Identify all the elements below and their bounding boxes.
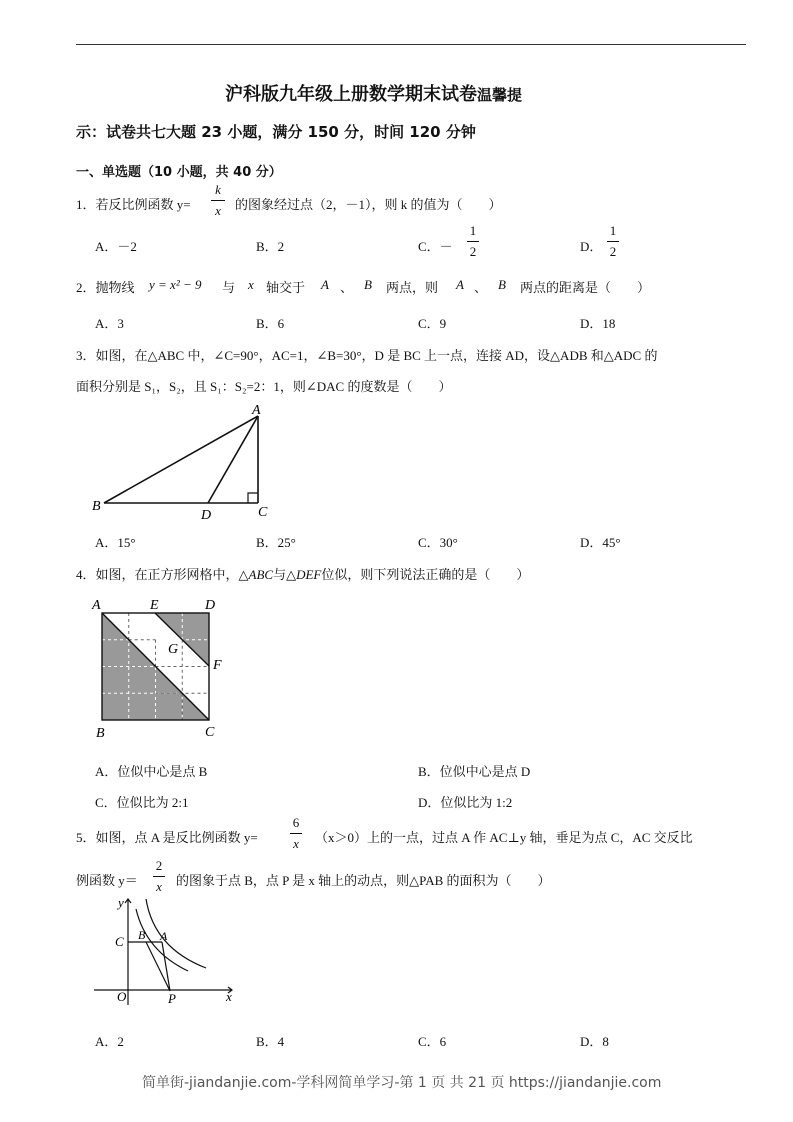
q1-option-d-fraction — [607, 223, 619, 260]
q3-stem-line1: 3．如图，在△ABC 中，∠C=90°，AC=1，∠B=30°，D 是 BC 上一点，连接 AD，设△ADB 和△ADC 的 — [76, 348, 658, 363]
q2-option-d[interactable]: D．18 — [580, 316, 616, 331]
q3-stem-line2: 面积分别是 S₁，S₂，且 S₁：S₂=2：1，则∠DAC 的度数是（ ） — [76, 379, 452, 394]
q4-stem — [76, 564, 529, 583]
q2-var-a: A — [321, 277, 329, 292]
q1-option-b[interactable]: B．2 — [256, 239, 285, 254]
q4-option-a[interactable]: A．位似中心是点 B — [95, 764, 208, 779]
q1-option-c[interactable] — [418, 236, 453, 255]
q5-option-d[interactable]: D．8 — [580, 1034, 609, 1049]
q4-label-b: B — [96, 726, 105, 741]
q2-var-a2: A — [456, 277, 464, 292]
q4-label-e: E — [150, 598, 159, 613]
q1-stem-start: 1．若反比例函数 y= — [76, 197, 191, 212]
q4-label-g: G — [168, 642, 179, 657]
q4-triangle-def: △DEF — [286, 567, 322, 582]
q4-label-f: F — [213, 658, 222, 673]
q3-option-c[interactable]: C．30° — [418, 535, 458, 550]
q5-option-b[interactable]: B．4 — [256, 1034, 285, 1049]
q4-grid-figure — [88, 593, 238, 743]
q2-formula: y = x² − 9 — [149, 277, 202, 292]
q3-label-a: A — [252, 403, 261, 418]
q1-option-c-fraction — [467, 223, 479, 260]
q1-option-c-num: 1 — [469, 223, 477, 238]
q1-option-d-prefix: D． — [580, 239, 603, 254]
q1-option-a[interactable]: A．－2 — [95, 239, 137, 254]
q5-stem-end: 的图象于点 B，点 P 是 x 轴上的动点，则△PAB 的面积为（ ） — [176, 873, 551, 888]
section-heading: 一、单选题（10 小题，共 40 分） — [76, 165, 282, 180]
title-main: 沪科版九年级上册数学期末试卷 — [225, 84, 477, 105]
q5-frac2-num: 2 — [155, 858, 163, 873]
q1-frac-den: x — [215, 203, 221, 218]
page-title — [225, 80, 522, 106]
q3-triangle-figure — [88, 398, 278, 523]
q2-option-a[interactable]: A．3 — [95, 316, 124, 331]
q5-frac1-den: x — [293, 836, 299, 851]
q5-label-x: x — [226, 989, 232, 1004]
q4-text-a: 4．如图，在正方形网格中， — [76, 567, 239, 582]
q2-stem-start: 2．抛物线 — [76, 280, 135, 295]
q5-label-c: C — [115, 934, 124, 949]
q1-frac-num: k — [215, 182, 221, 197]
q5-fraction-1 — [290, 815, 302, 852]
q5-label-p: P — [168, 991, 176, 1006]
q4-option-b[interactable]: B．位似中心是点 D — [418, 764, 531, 779]
q5-frac1-num: 6 — [292, 815, 300, 830]
q5-label-o: O — [117, 989, 127, 1004]
q2-sep2: 、 — [474, 280, 488, 295]
q5-stem-start: 5．如图，点 A 是反比例函数 y= — [76, 830, 258, 845]
q2-var-x: x — [248, 277, 254, 292]
page-footer-watermark: 简单街-jiandanjie.com-学科网简单学习-第 1 页 共 21 页 https://jiandanjie.com — [142, 1075, 662, 1091]
q4-label-d: D — [205, 598, 216, 613]
exam-notice: 示：试卷共七大题 23 小题，满分 150 分，时间 120 分钟 — [76, 123, 476, 141]
q4-label-c: C — [205, 725, 215, 740]
q2-option-b[interactable]: B．6 — [256, 316, 285, 331]
q4-label-a: A — [92, 598, 101, 613]
q1-fraction — [211, 182, 225, 219]
q5-stem-line2-start: 例函数 y＝ — [76, 873, 138, 888]
q3-option-d[interactable]: D．45° — [580, 535, 621, 550]
header-rule — [76, 44, 746, 45]
q3-label-c: C — [258, 505, 268, 520]
q5-label-y: y — [118, 895, 124, 910]
q5-fraction-2 — [153, 858, 165, 895]
q4-text-b: 与 — [273, 567, 287, 582]
q2-sep1: 、 — [340, 280, 354, 295]
q1-option-c-prefix: C．－ — [418, 239, 453, 254]
q5-stem-mid: （x＞0）上的一点，过点 A 作 AC⊥y 轴，垂足为点 C，AC 交反比 — [315, 830, 693, 845]
q2-var-b: B — [364, 277, 372, 292]
q4-option-c[interactable]: C．位似比为 2:1 — [95, 795, 189, 810]
q1-option-d[interactable] — [580, 236, 602, 255]
q1-option-d-den: 2 — [609, 244, 617, 259]
title-tail: 温馨提 — [477, 86, 523, 104]
q5-frac2-den: x — [156, 879, 162, 894]
q4-text-c: 位似，则下列说法正确的是（ ） — [321, 567, 530, 582]
q1-stem-end: 的图象经过点（2，－1），则 k 的值为（ ） — [235, 197, 502, 212]
q5-option-c[interactable]: C．6 — [418, 1034, 447, 1049]
q2-text-e: 两点的距离是（ ） — [520, 280, 651, 295]
q2-var-b2: B — [498, 277, 506, 292]
q5-label-a: A — [160, 929, 168, 943]
q4-triangle-abc: △ABC — [238, 567, 274, 582]
q4-option-d[interactable]: D．位似比为 1:2 — [418, 795, 513, 810]
q2-text-d: 两点，则 — [386, 280, 439, 295]
q2-text-c: 轴交于 — [266, 280, 306, 295]
q5-option-a[interactable]: A．2 — [95, 1034, 124, 1049]
q1-option-d-num: 1 — [609, 223, 617, 238]
q3-label-d: D — [201, 508, 212, 523]
q2-option-c[interactable]: C．9 — [418, 316, 447, 331]
q3-option-b[interactable]: B．25° — [256, 535, 296, 550]
q3-option-a[interactable]: A．15° — [95, 535, 136, 550]
q1-option-c-den: 2 — [469, 244, 477, 259]
q5-label-b: B — [138, 928, 146, 942]
q2-text-b: 与 — [222, 280, 236, 295]
q3-label-b: B — [92, 499, 101, 514]
q5-graph-figure — [88, 893, 248, 1008]
